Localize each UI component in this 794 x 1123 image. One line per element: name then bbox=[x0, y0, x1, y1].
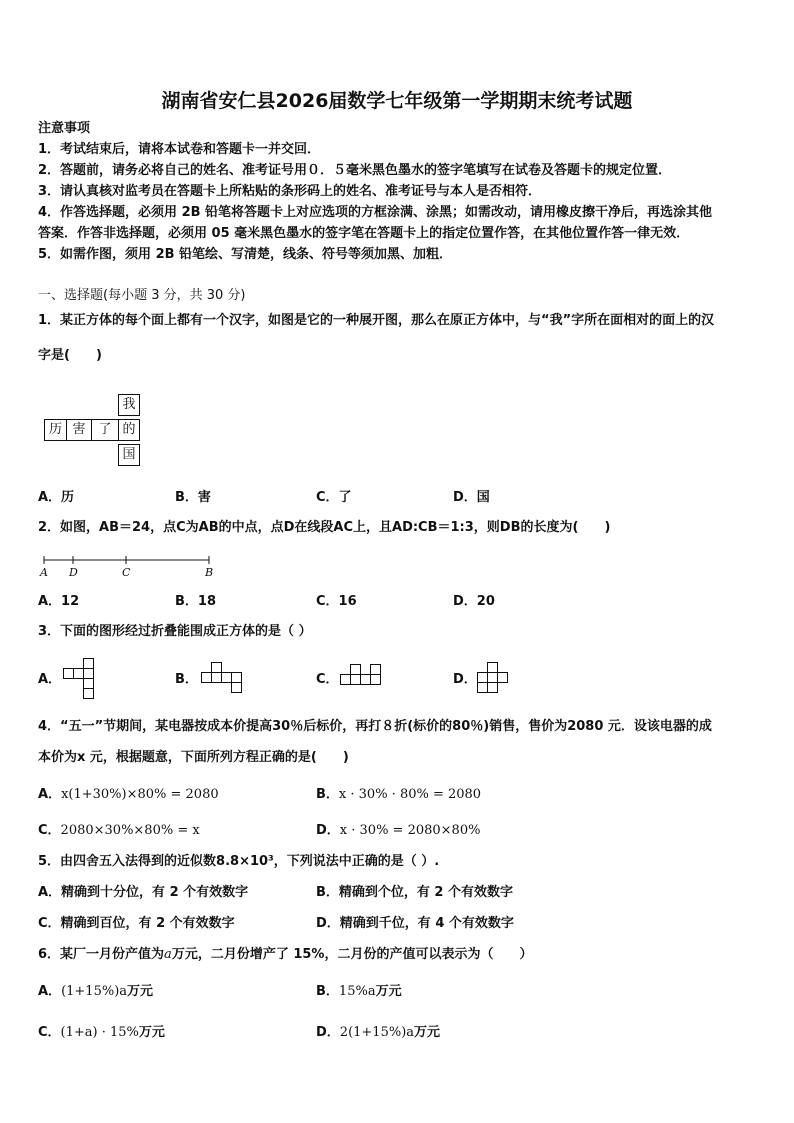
net-figure-d bbox=[475, 660, 513, 696]
q2-option-c: C．16 bbox=[316, 594, 357, 609]
q4-option-c: C．2080×30%×80% = x bbox=[38, 823, 200, 838]
point-a-label: A bbox=[40, 566, 48, 579]
net-cell: 的 bbox=[118, 419, 140, 441]
q3-option-b: B． bbox=[175, 672, 198, 687]
question-4-line2: 本价为x 元，根据题意，下面所列方程正确的是( ) bbox=[38, 750, 349, 765]
net-figure-b bbox=[199, 662, 245, 694]
q5-option-b: B．精确到个位，有 2 个有效数字 bbox=[316, 885, 514, 900]
question-2-text: 2．如图，AB＝24，点C为AB的中点，点D在线段AC上，且AD:CB＝1:3，则DB的长度为( ) bbox=[38, 520, 611, 535]
section-heading: 一、选择题(每小题 3 分，共 30 分) bbox=[38, 288, 246, 303]
q5-option-d: D．精确到千位，有 4 个有效数字 bbox=[316, 916, 514, 931]
question-1-line2: 字是( ) bbox=[38, 348, 102, 363]
q3-option-d: D． bbox=[453, 672, 477, 687]
q6-option-d: D．2(1+15%)a万元 bbox=[316, 1025, 441, 1040]
note-item: 1．考试结束后，请将本试卷和答题卡一并交回． bbox=[38, 142, 321, 157]
q2-option-a: A．12 bbox=[38, 594, 80, 609]
point-b-label: B bbox=[205, 566, 214, 579]
question-4-line1: 4．“五一”节期间，某电器按成本价提高30％后标价，再打８折(标价的80％)销售，售价为2080 元．设该电器的成 bbox=[38, 719, 712, 734]
q5-option-c: C．精确到百位，有 2 个有效数字 bbox=[38, 916, 235, 931]
note-item: 2．答题前，请务必将自己的姓名、准考证号用０．５毫米黑色墨水的签字笔填写在试卷及答题卡的规定位置． bbox=[38, 163, 672, 178]
q6-option-a: A．(1+15%)a万元 bbox=[38, 984, 154, 999]
q4-option-b: B．x · 30% · 80% = 2080 bbox=[316, 787, 482, 802]
q6-option-c: C．(1+a) · 15%万元 bbox=[38, 1025, 165, 1040]
question-3-text: 3．下面的图形经过折叠能围成正方体的是（ ） bbox=[38, 624, 312, 639]
point-d-label: D bbox=[69, 566, 78, 579]
note-item: 4．作答选择题，必须用 2B 铅笔将答题卡上对应选项的方框涂满、涂黑；如需改动，请用橡皮擦干净后，再选涂其他 bbox=[38, 205, 713, 220]
note-item: 5．如需作图，须用 2B 铅笔绘、写清楚，线条、符号等须加黑、加粗． bbox=[38, 247, 453, 262]
point-c-label: C bbox=[122, 566, 131, 579]
q4-option-d: D．x · 30% = 2080×80% bbox=[316, 823, 481, 838]
net-cell: 历 bbox=[44, 419, 66, 441]
net-cell: 了 bbox=[91, 419, 118, 441]
q4-option-a: A．x(1+30%)×80% = 2080 bbox=[38, 787, 219, 802]
net-cell: 国 bbox=[118, 444, 140, 466]
q6-option-b: B．15%a万元 bbox=[316, 984, 402, 999]
q2-option-d: D．20 bbox=[453, 594, 495, 609]
q1-option-a: A．历 bbox=[38, 490, 75, 505]
segment-figure bbox=[36, 552, 221, 580]
notes-heading: 注意事项 bbox=[38, 121, 91, 136]
net-cell: 害 bbox=[66, 419, 91, 441]
question-5-text: 5．由四舍五入法得到的近似数8.8×10³，下列说法中正确的是（ ）. bbox=[38, 854, 440, 869]
q5-option-a: A．精确到十分位，有 2 个有效数字 bbox=[38, 885, 249, 900]
net-figure-a bbox=[62, 658, 98, 700]
q3-option-c: C． bbox=[316, 672, 339, 687]
q1-option-b: B．害 bbox=[175, 490, 211, 505]
net-cell: 我 bbox=[118, 394, 140, 416]
q1-option-d: D．国 bbox=[453, 490, 490, 505]
question-6-text: 6．某厂一月份产值为a万元，二月份增产了 15%，二月份的产值可以表示为（ ） bbox=[38, 947, 533, 962]
question-1-line1: 1．某正方体的每个面上都有一个汉字，如图是它的一种展开图，那么在原正方体中，与“我”字所在面相对的面上的汉 bbox=[38, 313, 715, 328]
note-item: 答案．作答非选择题，必须用 05 毫米黑色墨水的签字笔在答题卡上的指定位置作答，在其他位置作答一律无效． bbox=[38, 226, 690, 241]
note-item: 3．请认真核对监考员在答题卡上所粘贴的条形码上的姓名、准考证号与本人是否相符． bbox=[38, 184, 542, 199]
q3-option-a: A． bbox=[38, 672, 62, 687]
page-title: 湖南省安仁县2026届数学七年级第一学期期末统考试题 bbox=[161, 90, 633, 112]
net-figure-c bbox=[338, 662, 384, 694]
q1-option-c: C．了 bbox=[316, 490, 352, 505]
q2-option-b: B．18 bbox=[175, 594, 216, 609]
